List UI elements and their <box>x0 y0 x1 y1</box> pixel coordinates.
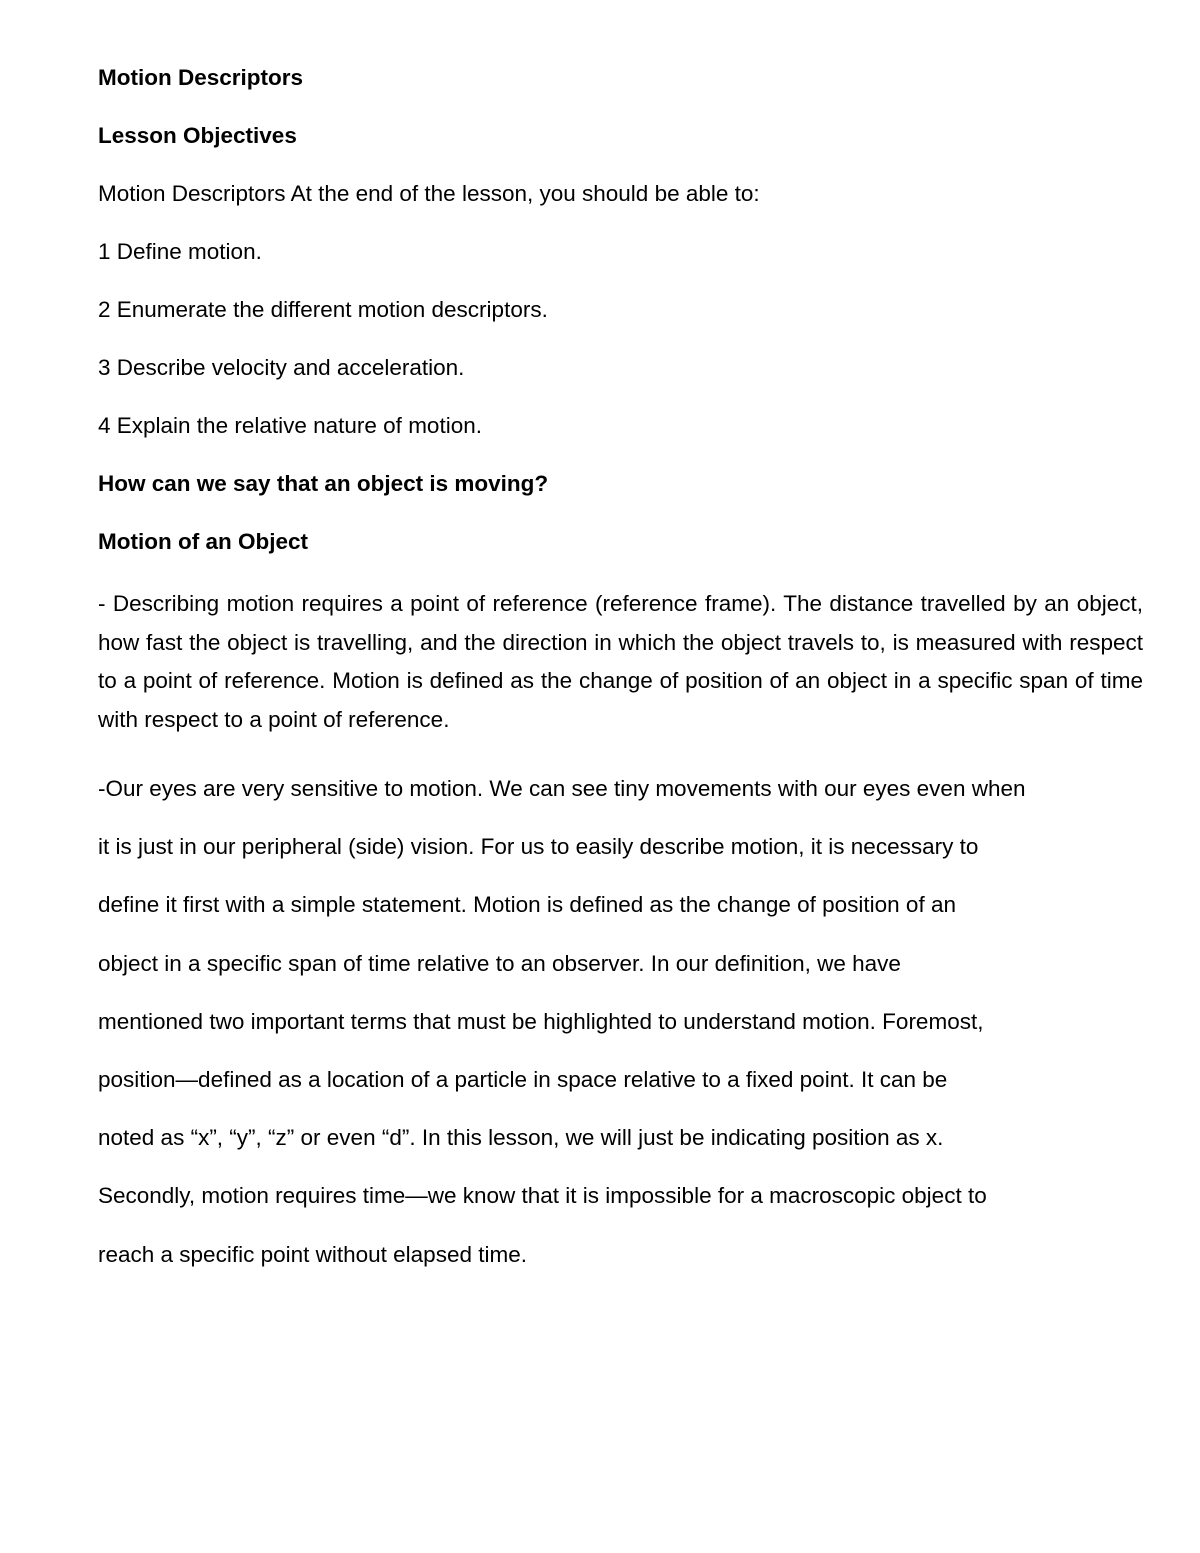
paragraph-line: reach a specific point without elapsed time. <box>98 1241 527 1267</box>
document-body <box>98 63 1143 1284</box>
paragraph-line: position—defined as a location of a particle in space relative to a fixed point. It can be <box>98 1067 948 1093</box>
paragraph-line: noted as “x”, “y”, “z” or even “d”. In this lesson, we will just be indicating position as x. <box>98 1125 944 1151</box>
question-heading: How can we say that an object is moving? <box>98 471 549 496</box>
section-heading: Motion of an Object <box>98 529 308 554</box>
objective-item: 2 Enumerate the different motion descriptors. <box>98 297 548 322</box>
objective-item: 4 Explain the relative nature of motion. <box>98 413 482 438</box>
paragraph-line: define it first with a simple statement. Motion is defined as the change of position of an <box>98 892 956 918</box>
paragraph-reference-frame: - Describing motion requires a point of reference (reference frame). The distance travelled by an object, how fast the object is travelling, and the direction in which the object travels to, is measured with respect to a point of reference. Motion is defined as the change of position of an object in a specific span of time with respect to a point of reference. <box>98 591 1143 732</box>
paragraph-line: it is just in our peripheral (side) vision. For us to easily describe motion, it is necessary to <box>98 834 979 860</box>
paragraph-line: Secondly, motion requires time—we know that it is impossible for a macroscopic object to <box>98 1183 987 1209</box>
objective-item: 3 Describe velocity and acceleration. <box>98 355 465 380</box>
paragraph-line: mentioned two important terms that must be highlighted to understand motion. Foremost, <box>98 1008 984 1034</box>
document-title: Motion Descriptors <box>98 65 304 90</box>
paragraph-line: -Our eyes are very sensitive to motion. We can see tiny movements with our eyes even when <box>98 776 1026 801</box>
paragraph-eyes-motion <box>98 760 1143 1284</box>
objectives-heading: Lesson Objectives <box>98 123 297 148</box>
objective-item: 1 Define motion. <box>98 239 262 264</box>
objectives-intro: Motion Descriptors At the end of the lesson, you should be able to: <box>98 181 760 206</box>
paragraph-line: object in a specific span of time relative to an observer. In our definition, we have <box>98 950 901 976</box>
